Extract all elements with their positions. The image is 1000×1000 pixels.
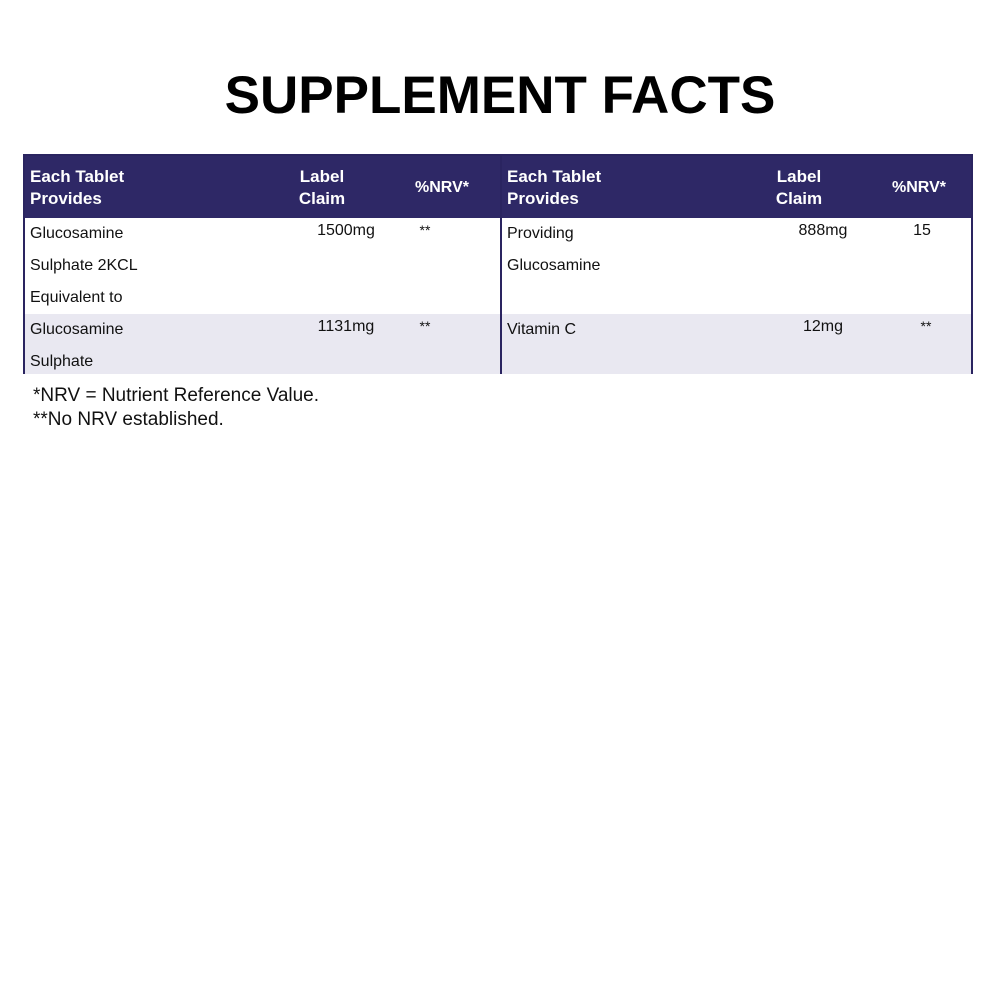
facts-table-right	[500, 156, 971, 372]
table-header-row	[25, 156, 500, 218]
table-header-row	[502, 156, 971, 218]
table-row	[25, 218, 500, 314]
label-claim-value: 1131mg	[317, 318, 375, 335]
facts-table-left	[25, 156, 500, 372]
ingredient-name-line: Sulphate	[30, 353, 94, 370]
ingredient-name	[507, 218, 737, 282]
ingredient-name	[30, 314, 260, 378]
ingredient-name-line: Vitamin C	[507, 321, 577, 338]
table-row	[502, 314, 971, 374]
table-row	[25, 314, 500, 374]
header-each-tablet-provides: Each Tablet Provides	[507, 167, 602, 208]
footnote-no-nrv: **No NRV established.	[33, 409, 224, 430]
nrv-value: **	[419, 318, 431, 334]
ingredient-name	[507, 314, 737, 346]
table-row	[502, 218, 971, 314]
page-title: SUPPLEMENT FACTS	[224, 66, 776, 125]
label-claim-value: 12mg	[802, 318, 844, 335]
ingredient-name-line: Glucosamine	[30, 225, 124, 242]
ingredient-name-line: Providing	[507, 225, 574, 242]
label-claim-value: 888mg	[798, 222, 848, 239]
ingredient-name-line: Glucosamine	[507, 257, 601, 274]
nrv-value: **	[419, 222, 431, 238]
nrv-value: 15	[913, 222, 931, 239]
ingredient-name	[30, 218, 260, 314]
header-label-claim: Label Claim	[775, 167, 823, 208]
nrv-value: **	[920, 318, 932, 334]
ingredient-name-line: Sulphate 2KCL	[30, 257, 138, 274]
ingredient-name-line: Glucosamine	[30, 321, 124, 338]
label-claim-value: 1500mg	[317, 222, 375, 239]
header-each-tablet-provides: Each Tablet Provides	[30, 167, 125, 208]
supplement-facts-table	[23, 154, 973, 374]
ingredient-name-line: Equivalent to	[30, 289, 123, 306]
header-nrv: %NRV*	[415, 179, 469, 196]
footnotes	[33, 384, 319, 432]
footnote-nrv-definition: *NRV = Nutrient Reference Value.	[33, 385, 320, 406]
header-nrv: %NRV*	[892, 179, 946, 196]
header-label-claim: Label Claim	[298, 167, 346, 208]
